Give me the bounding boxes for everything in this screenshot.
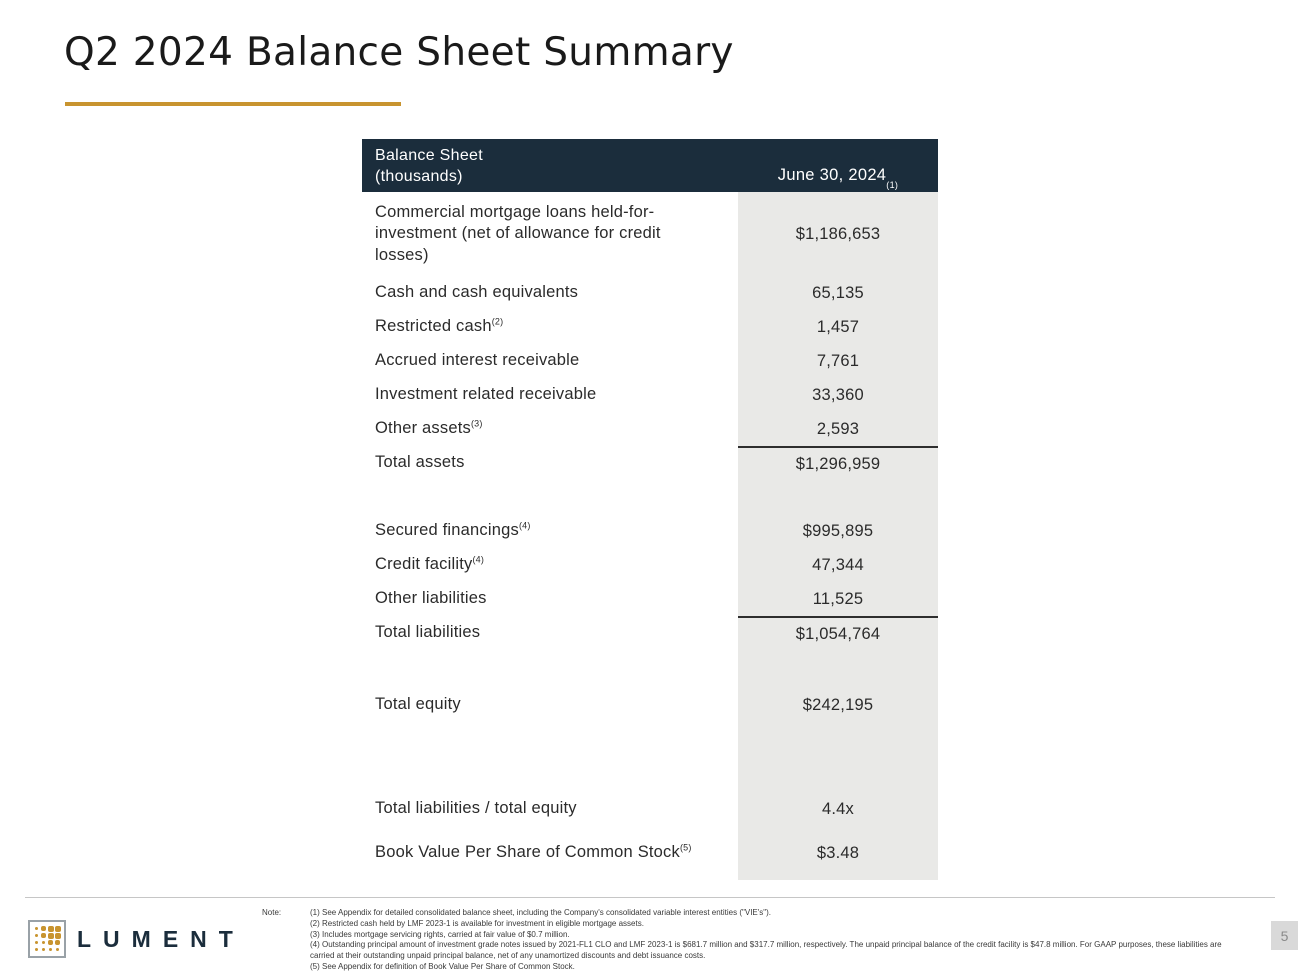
table-row (362, 548, 938, 582)
table-spacer-row (362, 722, 938, 792)
row-value: $1,186,653 (738, 192, 938, 276)
table-row (362, 582, 938, 616)
row-value: 47,344 (738, 548, 938, 582)
row-label (362, 480, 738, 514)
lument-logo-icon (28, 920, 66, 958)
note-label: Note: (262, 908, 282, 917)
footnotes (310, 908, 1235, 973)
footnote-marker: (4) (472, 554, 485, 565)
table-header-title-line2: (thousands) (375, 168, 463, 185)
table-row (362, 378, 938, 412)
row-label: Total liabilities (375, 623, 481, 642)
row-label: Other assets$^{(3)}$ (375, 418, 483, 438)
row-value (738, 650, 938, 688)
logo-dot (55, 933, 61, 939)
row-label (362, 722, 738, 792)
row-value: 4.4x (738, 792, 938, 826)
logo-dot (55, 926, 61, 932)
logo-dot (35, 927, 39, 931)
page-number-badge (1271, 921, 1298, 950)
title-underline-rule (65, 102, 401, 106)
table-row (362, 514, 938, 548)
footnote-line: (1) See Appendix for detailed consolidated balance sheet, including the Company's consolidated variable interest entities ("VIE's"). (310, 908, 772, 917)
row-label: Book Value Per Share of Common Stock$^{(5)}$ (375, 842, 692, 862)
row-label: Total liabilities / total equity (375, 799, 577, 818)
row-label: Commercial mortgage loans held-for-investment (net of allowance for credit losses) (375, 202, 661, 264)
row-value: $3.48 (738, 826, 938, 880)
logo-dot (48, 940, 53, 945)
table-header-date: June 30, 2024 (1) (777, 166, 899, 190)
table-row (362, 412, 938, 446)
logo-dot (48, 926, 54, 932)
page-title: Q2 2024 Balance Sheet Summary (64, 30, 734, 75)
balance-sheet-table (362, 139, 938, 880)
logo-dot (41, 933, 46, 938)
table-row (362, 310, 938, 344)
page-number: 5 (1280, 927, 1289, 944)
logo-dot (35, 948, 38, 951)
row-value: $1,296,959 (738, 446, 938, 480)
table-header-date-text: June 30, 2024 (777, 166, 887, 184)
logo-dot (35, 934, 39, 938)
row-label: Total assets (375, 453, 465, 472)
footer-divider (25, 897, 1275, 898)
table-row (362, 616, 938, 650)
row-value: $995,895 (738, 514, 938, 548)
table-body (362, 192, 938, 880)
logo-dot (55, 940, 60, 945)
table-row (362, 826, 938, 880)
row-value: 65,135 (738, 276, 938, 310)
footnote-marker: (3) (470, 418, 483, 429)
row-value: $242,195 (738, 688, 938, 722)
row-value: 33,360 (738, 378, 938, 412)
logo-dot (35, 941, 38, 944)
footnote-line: (5) See Appendix for definition of Book Value Per Share of Common Stock. (310, 961, 575, 971)
row-label (362, 650, 738, 688)
table-row (362, 276, 938, 310)
lument-logo-text: LUMENT (77, 926, 245, 952)
logo-dot (42, 941, 46, 945)
table-header (362, 139, 938, 192)
footnote-marker: (4) (518, 520, 531, 531)
table-row (362, 688, 938, 722)
footnote-line: (3) Includes mortgage servicing rights, carried at fair value of $0.7 million. (310, 929, 570, 939)
table-row (362, 446, 938, 480)
footnote-marker: (5) (679, 842, 692, 853)
row-value (738, 722, 938, 792)
row-label: Credit facility$^{(4)}$ (375, 554, 485, 574)
footnote-line: (4) Outstanding principal amount of investment grade notes issued by 2021-FL1 CLO and LMF 2023-1 is $681.7 million and $317.7 million, respectively. The unpaid principal balance of the credit facility is $47.8 million. For GAAP purposes, these liabilities are carried at their outstanding unpaid principal balance, net of any unamortized discounts and debt issuance costs. (310, 940, 1222, 961)
row-value: 11,525 (738, 582, 938, 616)
row-label: Cash and cash equivalents (375, 283, 579, 302)
table-spacer-row (362, 480, 938, 514)
row-label: Accrued interest receivable (375, 351, 580, 370)
footnote-marker: (2) (491, 316, 504, 327)
row-value: $1,054,764 (738, 616, 938, 650)
table-header-title-line1: Balance Sheet (375, 147, 483, 164)
row-label: Investment related receivable (375, 385, 597, 404)
row-label: Total equity (375, 695, 461, 714)
table-spacer-row (362, 650, 938, 688)
row-label: Other liabilities (375, 589, 487, 608)
table-row (362, 344, 938, 378)
logo-dot (56, 948, 60, 952)
table-row (362, 792, 938, 826)
row-value: 1,457 (738, 310, 938, 344)
row-value (738, 480, 938, 514)
logo-dot (41, 926, 46, 931)
row-value: 7,761 (738, 344, 938, 378)
row-label: Secured financings$^{(4)}$ (375, 520, 531, 540)
logo-dot (49, 948, 53, 952)
row-label: Restricted cash$^{(2)}$ (375, 316, 504, 336)
table-row (362, 192, 938, 276)
logo-dot (42, 948, 45, 951)
logo-dot (48, 933, 54, 939)
table-header-title (362, 139, 738, 192)
row-value: 2,593 (738, 412, 938, 446)
footnote-line: (2) Restricted cash held by LMF 2023-1 is available for investment in eligible mortgage assets. (310, 918, 644, 928)
